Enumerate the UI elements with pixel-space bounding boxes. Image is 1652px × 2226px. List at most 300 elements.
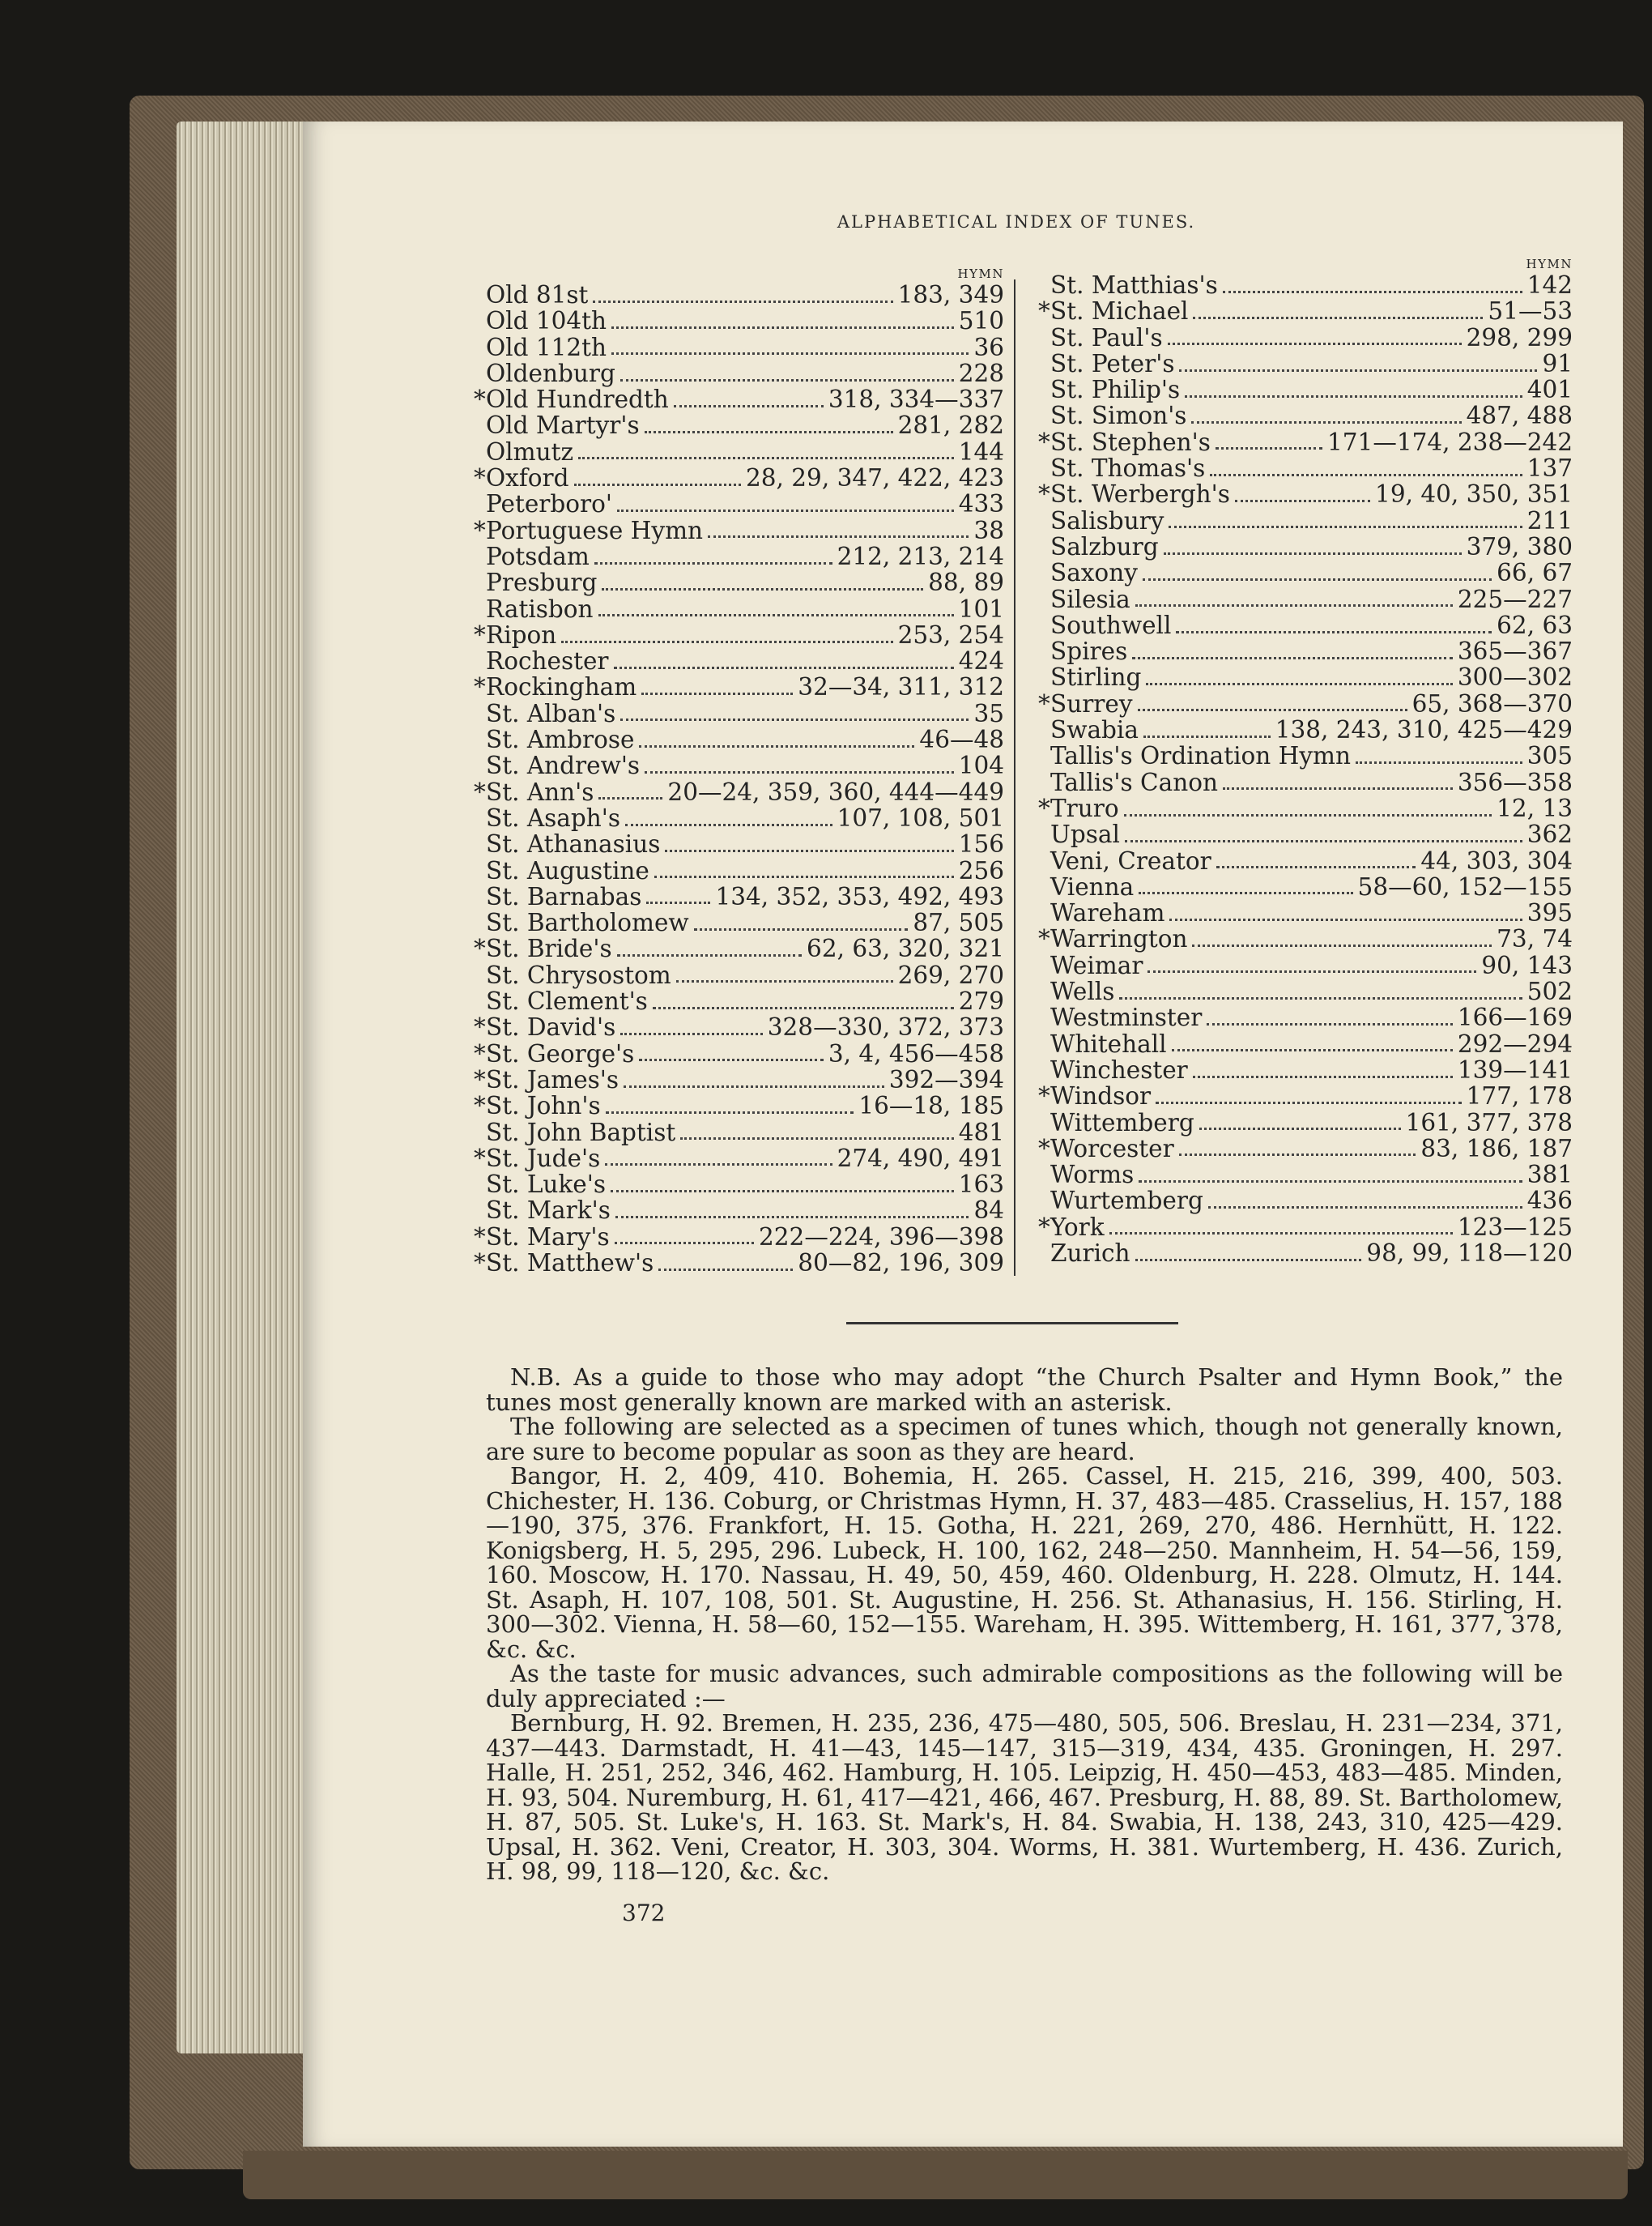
index-entry [474,805,1004,831]
index-entry [1038,1004,1573,1030]
dot-leader [1208,1206,1522,1209]
index-entry [474,386,1004,412]
hymn-numbers: 137 [1526,454,1573,483]
dot-leader [617,510,954,512]
index-entry [474,1093,1004,1119]
index-entry [1038,1240,1573,1266]
index-entry [474,753,1004,778]
asterisk-marker: * [474,935,486,963]
asterisk-marker: * [474,1248,486,1277]
hymn-numbers: 156 [958,830,1004,859]
dot-leader [1169,919,1522,921]
page-edges [177,122,304,2053]
index-entry [1038,691,1573,717]
following-paragraph: The following are selected as a specimen of tunes which, though not generally known, are sure to become popular as soon as they are heard. [486,1413,1563,1465]
dot-leader [1138,709,1407,711]
dot-leader [625,824,832,826]
hymn-numbers: 510 [958,307,1004,335]
hymn-numbers: 36 [973,333,1004,361]
dot-leader [574,484,741,486]
index-entry [1038,1188,1573,1213]
dot-leader [1119,997,1522,1000]
dot-leader [1199,1128,1401,1130]
asterisk-marker: * [474,516,486,544]
tune-name: Ratisbon [486,595,594,623]
tune-name: St. Asaph's [486,804,620,832]
hymn-numbers: 80—82, 196, 309 [798,1248,1004,1277]
index-entry [1038,612,1573,638]
tune-name: Wurtemberg [1050,1187,1203,1215]
tune-name: Warrington [1050,925,1188,953]
taste-paragraph: As the taste for music advances, such admirable compositions as the following will be duly appreciated :— [486,1660,1563,1712]
hymn-numbers: 101 [958,595,1004,623]
dot-leader [617,954,802,957]
dot-leader [1147,970,1476,973]
tune-name: Old 112th [486,333,607,361]
hymn-numbers: 433 [958,490,1004,518]
asterisk-marker: * [1038,925,1050,953]
index-entry [1038,508,1573,534]
dot-leader [1193,317,1483,319]
tune-name: Worms [1050,1161,1135,1189]
hymn-numbers: 12, 13 [1497,794,1573,822]
advanced-tunes-list: Bernburg, H. 92. Bremen, H. 235, 236, 475—480, 505, 506. Breslau, H. 231—234, 371, 437—443. Darmstadt, H. 41—43, 145—147, 315—319, 434, 435. Groningen, H. 297. Halle, H. 251, 252, 346, 462. Hamburg, H. 105. Leipzig, H. 450—453, 483—485. Minden, H. 93, 504. Nuremburg, H. 61, 417—421, 466, 467. Presburg, H. 88, 89. St. Bartholomew, H. 87, 505. St. Luke's, H. 163. St. Mark's, H. 84. Swabia, H. 138, 243, 310, 425—429. Upsal, H. 362. Veni, Creator, H. 303, 304. Worms, H. 381. Wurtemberg, H. 436. Zurich, H. 98, 99, 118—120, &c. &c. [486,1709,1563,1885]
dot-leader [615,1216,969,1218]
hymn-numbers: 328—330, 372, 373 [767,1013,1004,1042]
tune-name: Southwell [1050,611,1172,639]
index-entry [474,858,1004,884]
index-entry [1038,560,1573,586]
section-rule [846,1322,1178,1324]
hymn-numbers: 83, 186, 187 [1420,1134,1573,1162]
dot-leader [1179,1154,1416,1156]
tune-name: St. Peter's [1050,349,1175,377]
hymn-numbers: 46—48 [919,726,1004,754]
tune-name: Portuguese Hymn [486,516,704,544]
index-entry [1038,926,1573,952]
book-cover-bottom [243,2151,1628,2199]
tune-name: Presburg [486,569,598,597]
dot-leader [561,641,892,643]
tune-name: St. Ambrose [486,726,635,754]
tune-name: Old Martyr's [486,412,640,440]
index-entry [474,1014,1004,1040]
tune-name: Swabia [1050,716,1139,744]
hymn-numbers: 84 [973,1196,1004,1225]
hymn-numbers: 269, 270 [897,961,1004,989]
index-entry [474,910,1004,936]
dot-leader [1125,840,1522,842]
dot-leader [1143,736,1271,738]
tune-name: Wareham [1050,899,1165,927]
index-entry [474,962,1004,988]
index-entry [1038,455,1573,481]
hymn-numbers: 163 [958,1171,1004,1199]
dot-leader [624,1085,884,1088]
index-entry [1038,717,1573,743]
tune-name: St. Philip's [1050,376,1181,404]
hymn-numbers: 281, 282 [897,412,1004,440]
tune-name: Olmutz [486,437,573,466]
index-entry [474,1197,1004,1223]
tune-name: St. Mark's [486,1196,611,1225]
index-column-left [474,267,1004,1276]
tune-name: St. Jude's [486,1144,601,1172]
hymn-numbers: 183, 349 [897,281,1004,309]
dot-leader [639,745,914,748]
hymn-numbers: 424 [958,647,1004,676]
page-header: ALPHABETICAL INDEX OF TUNES. [837,212,1196,232]
index-column-right [1038,258,1573,1266]
hymn-numbers: 274, 490, 491 [837,1144,1004,1172]
hymn-numbers: 123—125 [1457,1213,1573,1241]
hymn-numbers: 379, 380 [1466,532,1573,561]
tune-name: St. Bride's [486,935,612,963]
hymn-numbers: 35 [973,699,1004,727]
asterisk-marker: * [1038,480,1050,509]
dot-leader [614,667,954,669]
hymn-numbers: 487, 488 [1466,402,1573,430]
dot-leader [620,379,954,382]
dot-leader [639,1059,824,1061]
tune-name: St. John Baptist [486,1118,676,1146]
tune-name: St. Matthias's [1050,271,1218,299]
index-entry [474,439,1004,465]
index-entry [1038,664,1573,690]
index-entry [1038,900,1573,926]
tune-name: Surrey [1050,689,1133,718]
index-entry [474,1067,1004,1093]
tune-name: St. David's [486,1013,616,1042]
dot-leader [1164,552,1462,555]
tune-name: St. Michael [1050,297,1189,326]
popular-tunes-list: Bangor, H. 2, 409, 410. Bohemia, H. 265. Cassel, H. 215, 216, 399, 400, 503. Chichester, H. 136. Coburg, or Christmas Hymn, H. 37, 483—485. Crasselius, H. 157, 188—190, 375, 376. Frankfort, H. 15. Gotha, H. 221, 269, 270, 486. Hernhütt, H. 122. Konigsberg, H. 5, 295, 296. Lubeck, H. 100, 162, 248—250. Mannheim, H. 54—56, 159, 160. Moscow, H. 170. Nassau, H. 49, 50, 459, 460. Oldenburg, H. 228. Olmutz, H. 144. St. Asaph, H. 107, 108, 501. St. Augustine, H. 256. St. Athanasius, H. 156. Stirling, H. 300—302. Vienna, H. 58—60, 152—155. Wareham, H. 395. Wittemberg, H. 161, 377, 378, &c. &c. [486,1462,1563,1663]
index-entry [1038,534,1573,560]
index-entry [474,884,1004,910]
hymn-numbers: 256 [958,856,1004,885]
dot-leader [611,326,954,329]
tune-name: St. Werbergh's [1050,480,1230,509]
hymn-numbers: 91 [1542,349,1573,377]
hymn-numbers: 138, 243, 310, 425—429 [1275,716,1573,744]
hymn-numbers: 87, 505 [913,909,1004,937]
dot-leader [1210,474,1522,476]
tune-name: St. Luke's [486,1171,606,1199]
asterisk-marker: * [474,1092,486,1120]
hymn-numbers: 222—224, 396—398 [759,1222,1004,1251]
dot-leader [1235,500,1370,502]
tune-name: St. Andrew's [486,752,641,780]
tune-name: Wittemberg [1050,1108,1194,1136]
dot-leader [1191,421,1461,424]
hymn-numbers: 16—18, 185 [858,1092,1004,1120]
tune-name: Winchester [1050,1055,1188,1084]
dot-leader [1216,447,1322,450]
tune-name: St. Augustine [486,856,649,885]
hymn-numbers: 292—294 [1457,1030,1573,1058]
tune-name: Spires [1050,638,1128,666]
tune-name: Worcester [1050,1134,1174,1162]
hymn-numbers: 88, 89 [928,569,1004,597]
index-entry [1038,1162,1573,1188]
hymn-numbers: 38 [973,516,1004,544]
asterisk-marker: * [1038,1082,1050,1111]
hymn-numbers: 298, 299 [1466,323,1573,352]
hymn-numbers: 144 [958,437,1004,466]
index-entry [1038,848,1573,874]
hymn-numbers: 177, 178 [1466,1082,1573,1111]
tune-name: Salzburg [1050,532,1159,561]
index-entry [1038,743,1573,769]
tune-name: Weimar [1050,951,1143,979]
dot-leader [1179,369,1537,372]
asterisk-marker: * [1038,1213,1050,1241]
tune-name: Old Hundredth [486,386,669,414]
dot-leader [1135,1259,1362,1261]
index-entry [474,1171,1004,1197]
index-entry [474,936,1004,962]
index-entry [474,1119,1004,1145]
hymn-numbers: 65, 368—370 [1411,689,1573,718]
hymn-numbers: 51—53 [1488,297,1573,326]
tune-name: St. Bartholomew [486,909,689,937]
index-entry [1038,272,1573,298]
tune-name: Vienna [1050,872,1135,901]
dot-leader [611,1190,954,1192]
tune-name: St. Thomas's [1050,454,1206,483]
index-entry [474,544,1004,569]
tune-name: Oxford [486,464,569,493]
index-entry [474,412,1004,438]
dot-leader [1356,761,1522,764]
index-entry [474,1041,1004,1067]
dot-leader [1139,1180,1522,1183]
asterisk-marker: * [474,1222,486,1251]
nb-paragraph: N.B. As a guide to those who may adopt “the Church Psalter and Hymn Book,” the tunes most generally known are marked with an asterisk. [486,1363,1563,1416]
dot-leader [1176,631,1492,633]
hymn-numbers: 32—34, 311, 312 [798,673,1004,701]
hymn-numbers: 66, 67 [1497,559,1573,587]
hymn-column-label: HYMN [1526,257,1573,271]
dot-leader [1172,1049,1453,1051]
dot-leader [646,902,710,904]
dot-leader [1124,814,1492,817]
hymn-numbers: 356—358 [1457,768,1573,796]
index-entry [1038,586,1573,612]
hymn-numbers: 401 [1526,376,1573,404]
dot-leader [593,301,892,303]
index-entry [1038,298,1573,324]
asterisk-marker: * [1038,1134,1050,1162]
index-entry [1038,377,1573,403]
hymn-numbers: 62, 63, 320, 321 [807,935,1004,963]
tune-name: St. Alban's [486,699,616,727]
tune-name: St. Ann's [486,778,594,806]
index-entry [474,335,1004,360]
dot-leader [1146,683,1453,685]
hymn-column-label: HYMN [957,267,1004,281]
tune-name: Westminster [1050,1004,1203,1032]
index-entry [1038,821,1573,847]
tune-name: Whitehall [1050,1030,1167,1058]
dot-leader [1109,1232,1453,1235]
dot-leader [676,980,893,983]
index-entry [1038,1214,1573,1240]
tune-name: Tallis's Canon [1050,768,1218,796]
tune-name: York [1050,1213,1105,1241]
hymn-numbers: 134, 352, 353, 492, 493 [715,882,1004,910]
dot-leader [1216,866,1416,868]
index-entry [1038,795,1573,821]
dot-leader [594,562,832,565]
hymn-numbers: 279 [958,987,1004,1016]
hymn-numbers: 502 [1526,978,1573,1006]
index-entry [474,596,1004,622]
tune-name: St. Clement's [486,987,648,1016]
tune-name: St. Chrysostom [486,961,671,989]
tune-name: Rockingham [486,673,637,701]
index-entry [1038,638,1573,664]
tune-name: Silesia [1050,585,1130,613]
hymn-numbers: 211 [1526,506,1573,535]
index-entry [1038,429,1573,455]
hymn-numbers: 225—227 [1457,585,1573,613]
asterisk-marker: * [474,1065,486,1094]
hymn-numbers: 305 [1526,742,1573,770]
tune-name: Peterboro' [486,490,613,518]
tune-name: Ripon [486,620,557,649]
hymn-numbers: 300—302 [1457,663,1573,692]
asterisk-marker: * [474,1039,486,1068]
index-entry [1038,979,1573,1004]
asterisk-marker: * [1038,689,1050,718]
dot-leader [620,1033,762,1035]
hymn-numbers: 212, 213, 214 [837,542,1004,570]
dot-leader [1193,1076,1453,1078]
index-entry [1038,481,1573,507]
dot-leader [645,431,893,433]
hymn-numbers: 161, 377, 378 [1405,1108,1573,1136]
dot-leader [658,1269,793,1271]
dot-leader [611,352,969,355]
tune-name: Zurich [1050,1239,1130,1267]
hymn-numbers: 58—60, 152—155 [1357,872,1573,901]
tune-name: Oldenburg [486,359,615,387]
hymn-numbers: 362 [1526,821,1573,849]
hymn-numbers: 166—169 [1457,1004,1573,1032]
tune-name: Wells [1050,978,1115,1006]
dot-leader [1143,578,1492,581]
index-entry [474,1250,1004,1276]
dot-leader [641,693,793,695]
index-entry [474,465,1004,491]
dot-leader [615,1242,754,1244]
hymn-numbers: 253, 254 [897,620,1004,649]
hymn-numbers: 436 [1526,1187,1573,1215]
asterisk-marker: * [474,1144,486,1172]
dot-leader [1156,1102,1462,1104]
index-entry [474,779,1004,805]
dot-leader [602,588,923,591]
dot-leader [598,797,662,800]
dot-leader [1223,787,1453,790]
index-entry [1038,1057,1573,1083]
tune-name: Potsdam [486,542,590,570]
tune-name: St. Simon's [1050,402,1187,430]
hymn-numbers: 171—174, 238—242 [1327,428,1573,456]
hymn-numbers: 104 [958,752,1004,780]
hymn-numbers: 44, 303, 304 [1420,846,1573,875]
hymn-numbers: 318, 334—337 [828,386,1004,414]
dot-leader [694,928,909,931]
tune-name: Stirling [1050,663,1142,692]
dot-leader [680,1137,953,1140]
dot-leader [598,614,954,616]
tune-name: St. John's [486,1092,601,1120]
tune-name: Saxony [1050,559,1138,587]
index-entry [474,360,1004,386]
index-entry [474,569,1004,595]
index-entry [474,674,1004,700]
hymn-numbers: 381 [1526,1161,1573,1189]
tune-name: St. Matthew's [486,1248,654,1277]
tune-name: Old 104th [486,307,607,335]
tune-name: Rochester [486,647,609,676]
asterisk-marker: * [474,673,486,701]
index-entry [1038,953,1573,979]
dot-leader [665,850,953,852]
tune-name: Veni, Creator [1050,846,1211,875]
dot-leader [606,1111,854,1114]
dot-leader [1135,604,1453,607]
index-entry [474,648,1004,674]
tune-name: Old 81st [486,281,589,309]
hymn-numbers: 142 [1526,271,1573,299]
index-entry [474,518,1004,544]
hymn-numbers: 365—367 [1457,638,1573,666]
tune-name: St. James's [486,1065,620,1094]
dot-leader [620,719,969,721]
dot-leader [653,1007,954,1009]
index-entry [1038,1136,1573,1162]
index-entry [474,491,1004,517]
index-entry [1038,325,1573,351]
hymn-numbers: 62, 63 [1497,611,1573,639]
tune-name: Salisbury [1050,506,1164,535]
hymn-numbers: 28, 29, 347, 422, 423 [745,464,1004,493]
index-entry [1038,1110,1573,1136]
index-entry [474,308,1004,334]
dot-leader [1185,395,1522,398]
tune-name: St. Mary's [486,1222,610,1251]
hymn-numbers: 90, 143 [1481,951,1573,979]
hymn-numbers: 19, 40, 350, 351 [1375,480,1573,509]
dot-leader [674,405,824,407]
tune-name: St. Barnabas [486,882,642,910]
asterisk-marker: * [1038,428,1050,456]
index-entry [474,701,1004,727]
tune-name: St. Athanasius [486,830,661,859]
index-entry [474,282,1004,308]
asterisk-marker: * [1038,794,1050,822]
dot-leader [1168,343,1462,345]
hymn-numbers: 481 [958,1118,1004,1146]
index-entry [474,831,1004,857]
dot-leader [645,771,954,774]
index-entry [1038,1083,1573,1109]
asterisk-marker: * [474,778,486,806]
tune-name: St. Stephen's [1050,428,1211,456]
